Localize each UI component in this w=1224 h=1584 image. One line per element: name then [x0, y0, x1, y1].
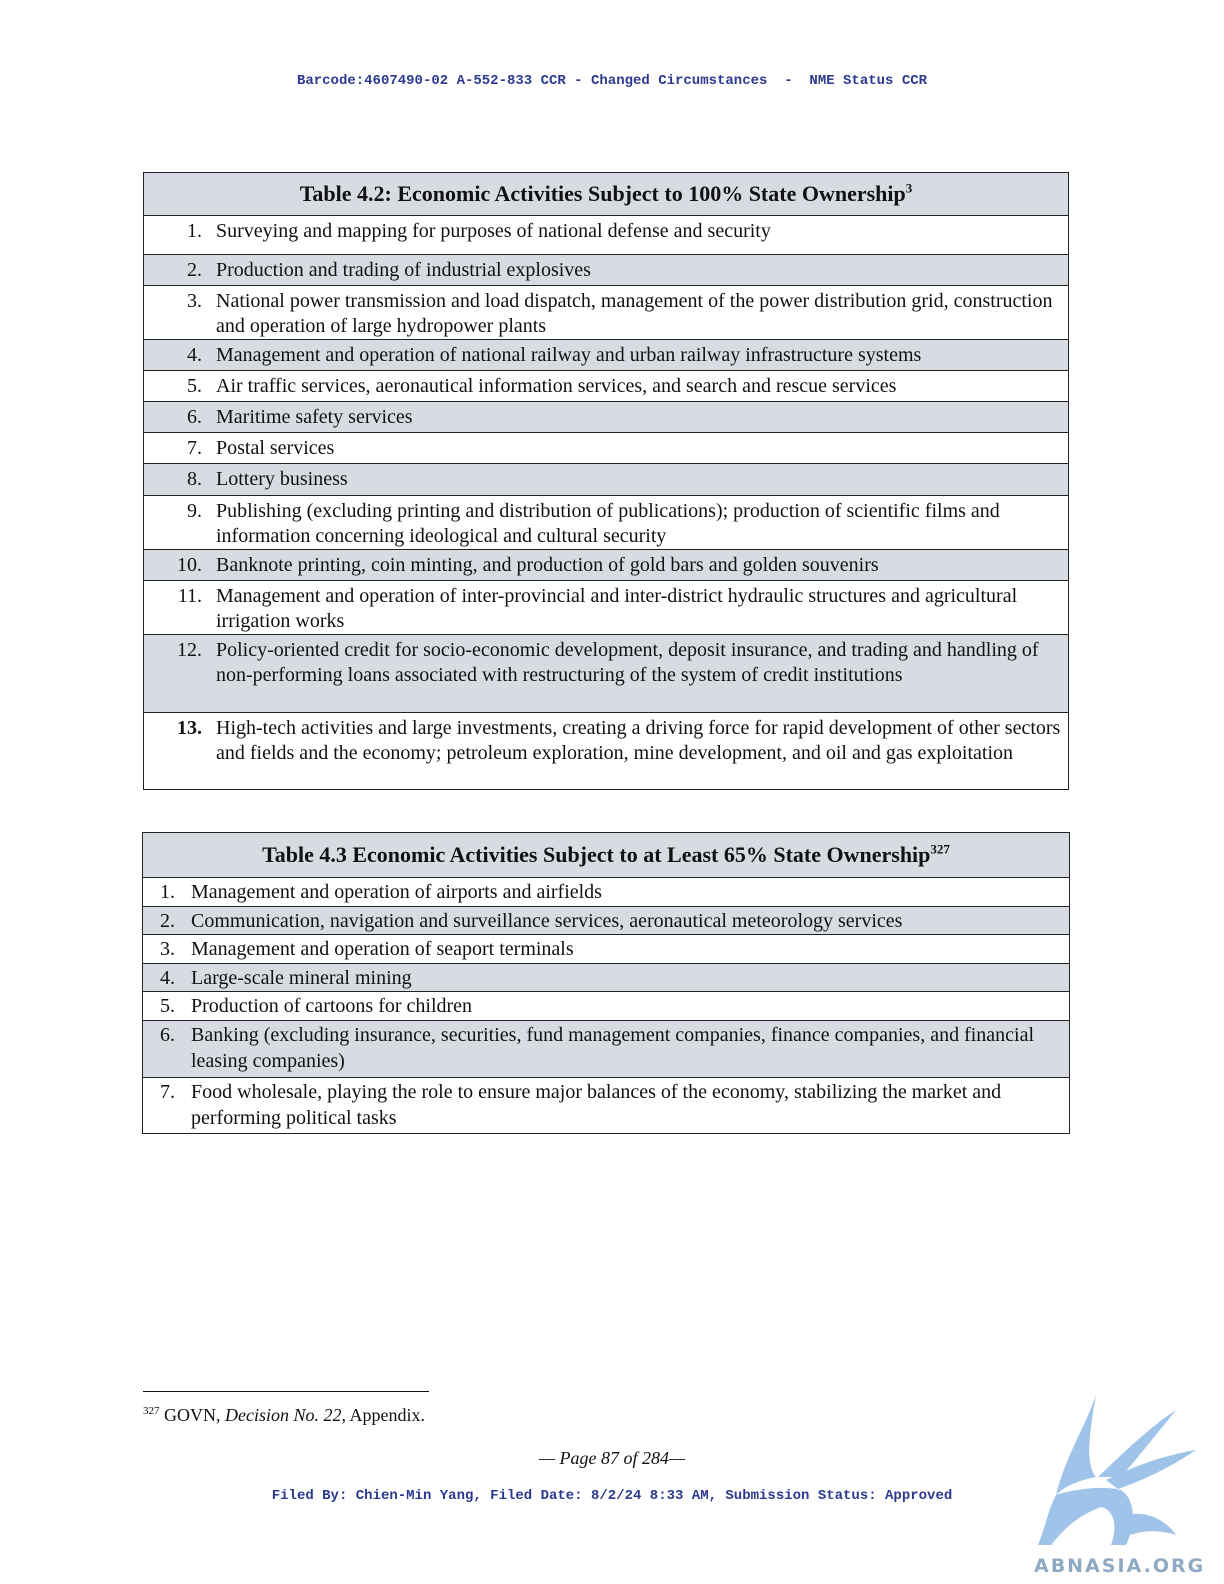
- filing-footer: Filed By: Chien-Min Yang, Filed Date: 8/2/24 8:33 AM, Submission Status: Approved: [271, 1488, 953, 1504]
- table-row: 12. Policy-oriented credit for socio-economic development, deposit insurance, and trading and handling of non-performing loans associated with restructuring of the system of credit institutions: [177, 639, 1039, 686]
- barcode-header: Barcode:4607490-02 A-552-833 CCR - Changed Circumstances - NME Status CCR: [296, 73, 928, 89]
- footnote: $^{327}$ GOVN, Decision No. 22, Appendix.: [143, 1405, 425, 1425]
- table-row: 7. Food wholesale, playing the role to ensure major balances of the economy, stabilizing the market and performing political tasks: [160, 1081, 1002, 1129]
- watermark-text: ABNASIA.ORG: [1034, 1555, 1206, 1577]
- footnote-number: 327: [143, 1405, 160, 1417]
- table-row: 4. Management and operation of national railway and urban railway infrastructure systems: [187, 344, 922, 366]
- table-row: 1. Management and operation of airports and airfields: [160, 881, 602, 903]
- table-4-3-footnote-ref: 327: [930, 841, 950, 857]
- table-4-3: [142, 832, 1070, 1134]
- page-number: — Page 87 of 284—: [539, 1448, 685, 1468]
- table-row: 9. Publishing (excluding printing and distribution of publications); production of scientific films and information concerning ideological and cultural security: [187, 500, 1000, 547]
- table-row: 7. Postal services: [187, 437, 335, 459]
- table-row: 1. Surveying and mapping for purposes of national defense and security: [187, 220, 771, 242]
- table-row: 13. High-tech activities and large investments, creating a driving force for rapid development of other sectors and fields and the economy; petroleum exploration, mine development, and oil and gas exploitation: [177, 717, 1061, 764]
- table-row: 2. Production and trading of industrial explosives: [187, 259, 591, 281]
- table-row: 3. Management and operation of seaport terminals: [160, 938, 574, 960]
- footnote-title: Decision No. 22: [225, 1405, 342, 1425]
- table-row: 5. Air traffic services, aeronautical information services, and search and rescue services: [187, 375, 897, 397]
- table-row: 3. National power transmission and load dispatch, management of the power distribution grid, construction and operation of large hydropower plants: [187, 290, 1053, 337]
- table-row: 6. Banking (excluding insurance, securities, fund management companies, finance companies, and financial leasing companies): [160, 1024, 1035, 1072]
- table-row: 11. Management and operation of inter-provincial and inter-district hydraulic structures and agricultural irrigation works: [177, 585, 1018, 632]
- footnote-separator: [143, 1391, 429, 1392]
- table-row: 8. Lottery business: [187, 468, 348, 490]
- table-row: 2. Communication, navigation and surveillance services, aeronautical meteorology services: [160, 910, 903, 932]
- table-row: 5. Production of cartoons for children: [160, 995, 473, 1017]
- table-4-2-footnote-ref: 3: [905, 180, 913, 196]
- table-row: 6. Maritime safety services: [187, 406, 413, 428]
- griffin-watermark-icon: [1026, 1385, 1216, 1555]
- table-row: 4. Large-scale mineral mining: [160, 967, 412, 989]
- table-4-2-title: Table 4.2: Economic Activities Subject to 100% State Ownership$^3$: [144, 173, 1069, 216]
- table-4-3-title: Table 4.3 Economic Activities Subject to at Least 65% State Ownership$^{327}$: [143, 833, 1070, 878]
- table-row: 10. Banknote printing, coin minting, and production of gold bars and golden souvenirs: [177, 554, 879, 576]
- table-4-2: [143, 172, 1069, 790]
